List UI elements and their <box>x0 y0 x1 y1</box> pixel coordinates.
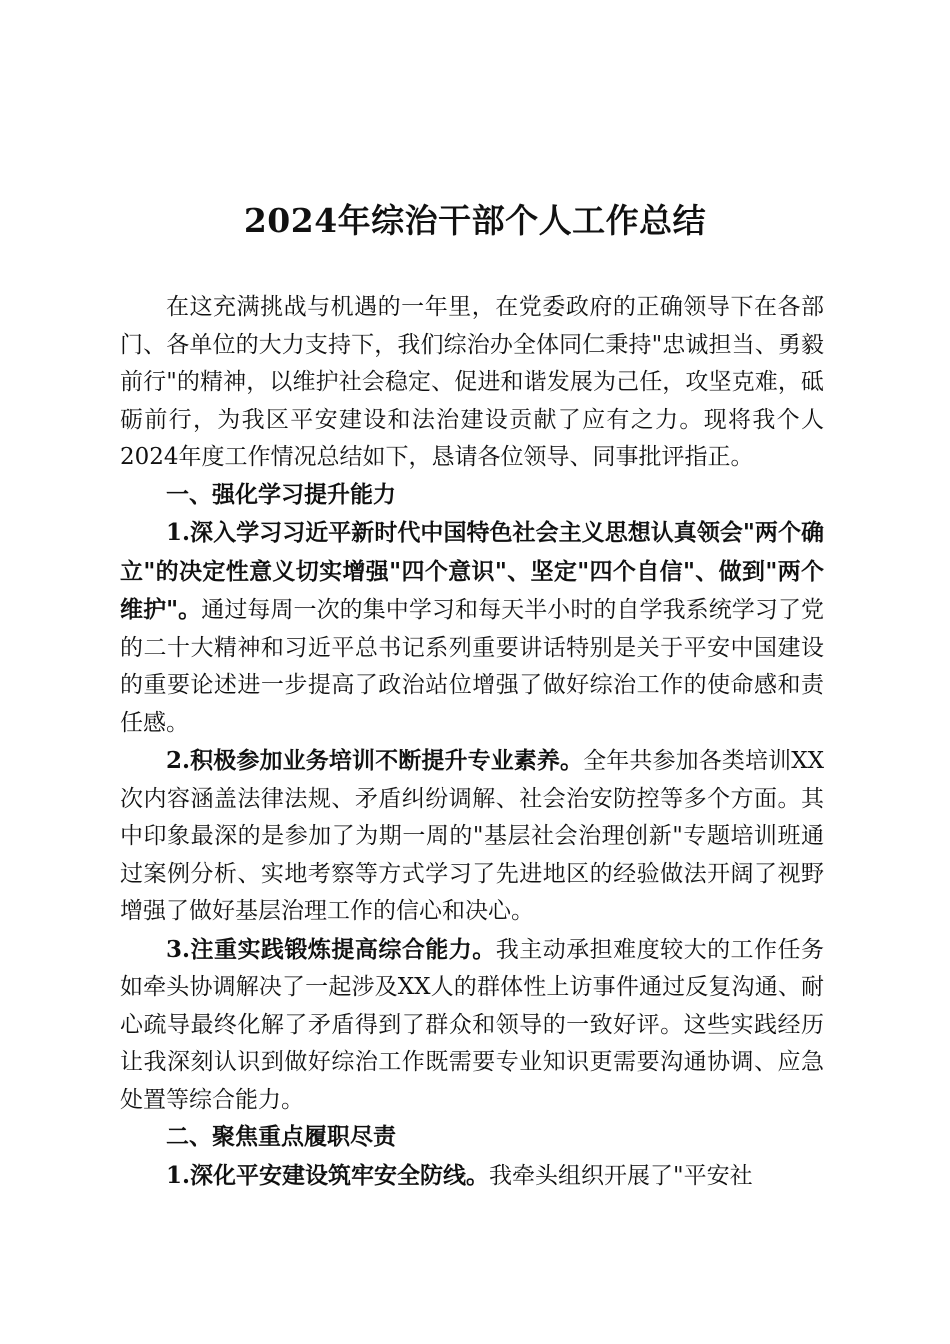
section-1-item-1-lead: 1.深入学习习近平新时代中国特色社会主义思想认真领会"两个确立"的决定性意义切实增强"四个意识"、坚定"四个自信"、做到"两个维护"。 <box>120 519 824 623</box>
section-2-item-1 <box>120 1157 824 1196</box>
section-2-item-1-lead: 1.深化平安建设筑牢安全防线。 <box>166 1161 490 1189</box>
section-1-item-2-lead: 2.积极参加业务培训不断提升专业素养。 <box>166 747 584 774</box>
document-body <box>120 289 824 1195</box>
section-2-heading: 二、聚焦重点履职尽责 <box>166 1124 396 1150</box>
section-1-item-3 <box>120 931 824 1120</box>
section-1-item-2 <box>120 742 824 931</box>
section-1-item-1 <box>120 514 824 742</box>
section-1-item-2-text: 全年共参加各类培训XX次内容涵盖法律法规、矛盾纠纷调解、社会治安防控等多个方面。其中印象最深的是参加了为期一周的"基层社会治理创新"专题培训班通过案例分析、实地考察等方式学习了先进地区的经验做法开阔了视野增强了做好基层治理工作的信心和决心。 <box>120 748 824 924</box>
section-1-item-3-lead: 3.注重实践锻炼提高综合能力。 <box>166 935 496 963</box>
intro-paragraph: 在这充满挑战与机遇的一年里，在党委政府的正确领导下在各部门、各单位的大力支持下，我们综治办全体同仁秉持"忠诚担当、勇毅前行"的精神，以维护社会稳定、促进和谐发展为己任，攻坚克难，砥砺前行，为我区平安建设和法治建设贡献了应有之力。现将我个人2024年度工作情况总结如下，恳请各位领导、同事批评指正。 <box>120 294 824 470</box>
section-1-item-3-text: 我主动承担难度较大的工作任务如牵头协调解决了一起涉及XX人的群体性上访事件通过反复沟通、耐心疏导最终化解了矛盾得到了群众和领导的一致好评。这些实践经历让我深刻认识到做好综治工作既需要专业知识更需要沟通协调、应急处置等综合能力。 <box>120 936 825 1113</box>
section-2-item-1-text: 我牵头组织开展了"平安社 <box>489 1162 753 1189</box>
section-1-item-1-text: 通过每周一次的集中学习和每天半小时的自学我系统学习了党的二十大精神和习近平总书记系列重要讲话特别是关于平安中国建设的重要论述进一步提高了政治站位增强了做好综治工作的使命感和责任感。 <box>120 597 825 736</box>
document-title: 2024年综治干部个人工作总结 <box>243 201 707 240</box>
section-1-heading: 一、强化学习提升能力 <box>166 481 396 508</box>
